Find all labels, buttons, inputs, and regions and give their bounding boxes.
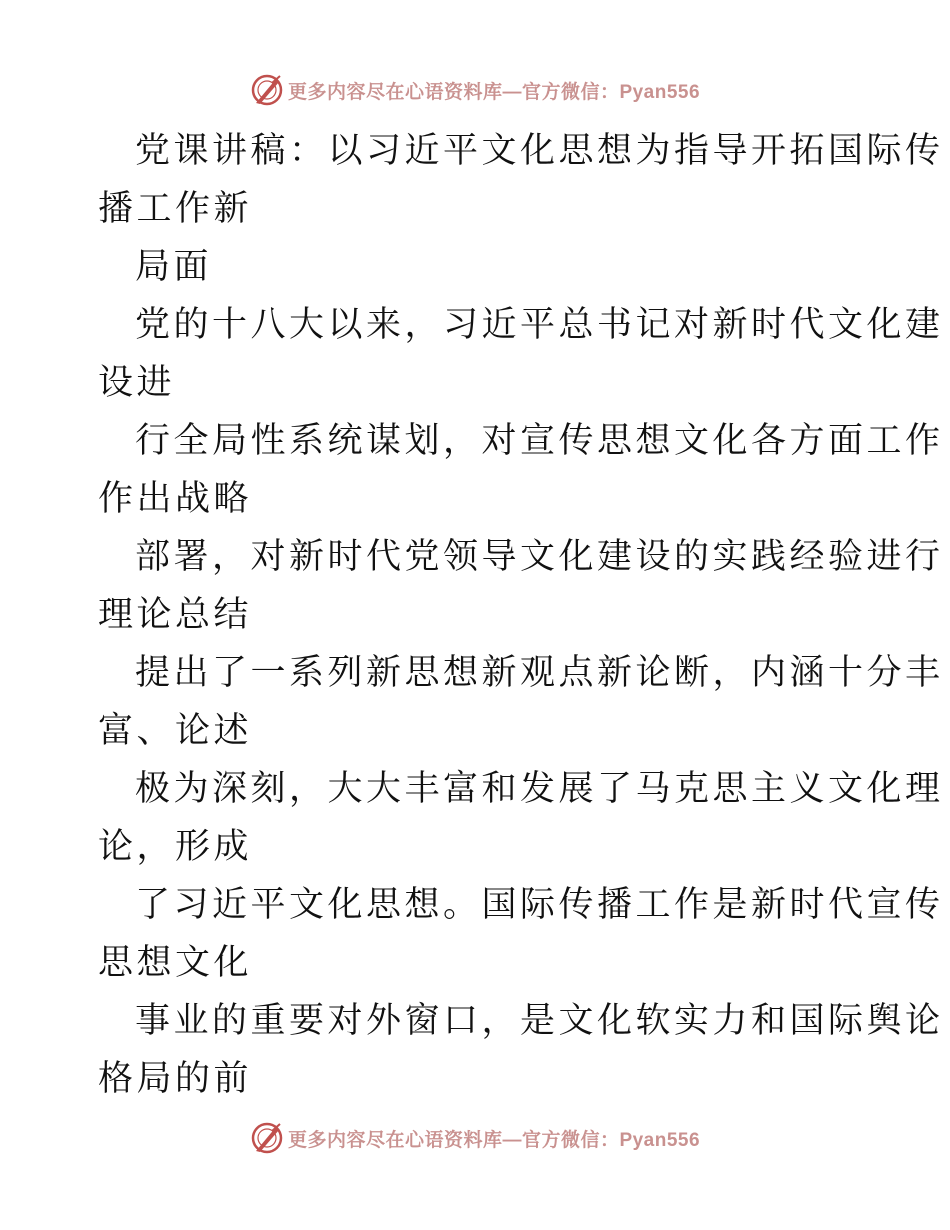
text-line: 设进 (98, 363, 176, 403)
footer-watermark (0, 1118, 950, 1158)
text-line: 党的十八大以来，习近平总书记对新时代文化建 (135, 305, 944, 345)
text-line: 局面 (135, 247, 213, 287)
text-line: 行全局性系统谋划，对宣传思想文化各方面工作 (135, 421, 944, 461)
text-line: 作出战略 (98, 479, 253, 519)
text-line: 了习近平文化思想。国际传播工作是新时代宣传 (135, 885, 944, 925)
text-line: 格局的前 (98, 1059, 253, 1099)
text-line: 党课讲稿：以习近平文化思想为指导开拓国际传 (135, 131, 944, 171)
text-line: 思想文化 (98, 943, 253, 983)
text-line: 富、论述 (98, 711, 253, 751)
watermark-text: 更多内容尽在心语资料库—官方微信：Pyan556 (287, 81, 701, 103)
text-line: 理论总结 (98, 595, 253, 635)
document-body (98, 122, 944, 1108)
quill-seal-icon (250, 1121, 284, 1155)
quill-seal-icon (250, 73, 284, 107)
text-line: 事业的重要对外窗口，是文化软实力和国际舆论 (135, 1001, 944, 1041)
text-line: 极为深刻，大大丰富和发展了马克思主义文化理 (135, 769, 944, 809)
text-line: 论，形成 (98, 827, 253, 867)
watermark-text: 更多内容尽在心语资料库—官方微信：Pyan556 (287, 1129, 701, 1151)
text-line: 提出了一系列新思想新观点新论断，内涵十分丰 (135, 653, 944, 693)
text-line: 部署，对新时代党领导文化建设的实践经验进行 (135, 537, 944, 577)
header-watermark (0, 70, 950, 110)
text-line: 播工作新 (98, 189, 253, 229)
